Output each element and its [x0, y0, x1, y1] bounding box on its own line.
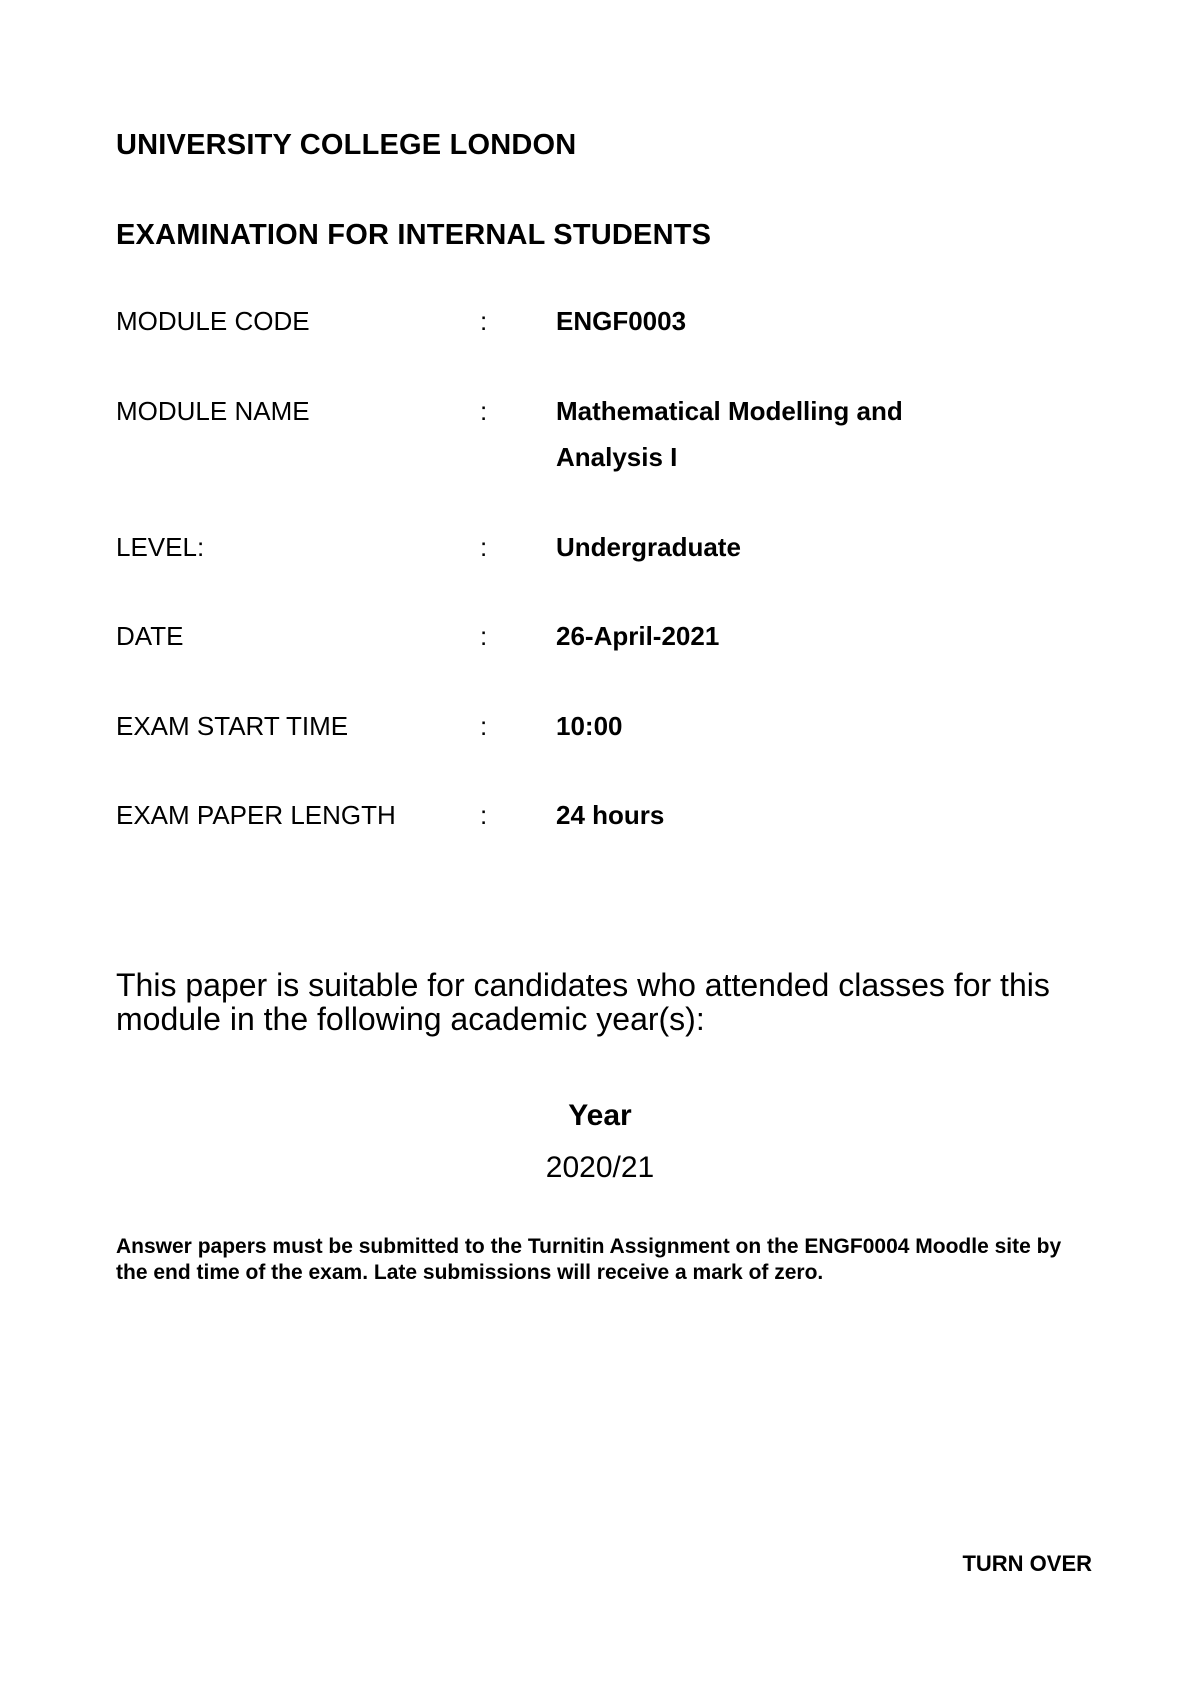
level-value: Undergraduate [556, 532, 741, 562]
module-code-separator: : [480, 306, 488, 336]
level-label: LEVEL: [116, 532, 205, 562]
institution-title: UNIVERSITY COLLEGE LONDON [116, 129, 577, 161]
paper-length-separator: : [480, 800, 488, 830]
date-value: 26-April-2021 [556, 621, 720, 651]
turn-over-label: TURN OVER [962, 1551, 1092, 1576]
start-time-separator: : [480, 711, 488, 741]
suitability-statement: This paper is suitable for candidates who attended classes for this module in the following academic year(s): [116, 967, 1050, 1037]
module-name-value: Mathematical Modelling and Analysis I [556, 396, 903, 472]
submission-notice: Answer papers must be submitted to the Turnitin Assignment on the ENGF0004 Moodle site by the end time of the exam. Late submissions will receive a mark of zero. [116, 1235, 1062, 1284]
date-separator: : [480, 621, 488, 651]
start-time-label: EXAM START TIME [116, 711, 349, 741]
module-name-label: MODULE NAME [116, 396, 310, 426]
paper-length-label: EXAM PAPER LENGTH [116, 800, 396, 830]
date-label: DATE [116, 621, 184, 651]
start-time-value: 10:00 [556, 711, 623, 741]
paper-length-value: 24 hours [556, 800, 665, 830]
module-code-label: MODULE CODE [116, 306, 310, 336]
module-name-separator: : [480, 396, 488, 426]
year-value: 2020/21 [545, 1151, 655, 1184]
year-heading: Year [568, 1099, 632, 1132]
module-code-value: ENGF0003 [556, 306, 687, 336]
exam-type-title: EXAMINATION FOR INTERNAL STUDENTS [116, 219, 712, 251]
level-separator: : [480, 532, 488, 562]
